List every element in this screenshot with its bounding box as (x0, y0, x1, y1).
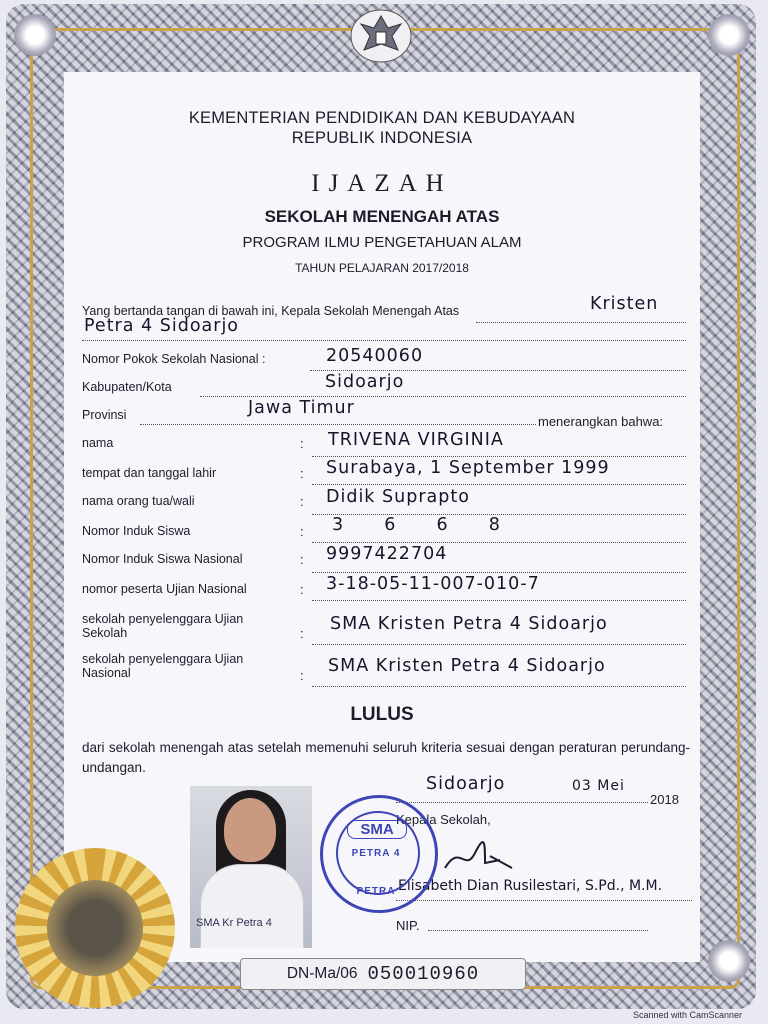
npsn-value: 20540060 (326, 346, 424, 366)
dotted-line (476, 322, 686, 323)
gold-seal-center (47, 880, 143, 976)
document-title: IJAZAH (311, 170, 453, 197)
stamp-sma-text: SMA (347, 820, 407, 839)
peserta-value: 3-18-05-11-007-010-7 (326, 574, 540, 594)
dotted-line (312, 572, 686, 573)
colon: : (300, 494, 304, 509)
stamp-petra-text: PETRA 4 (351, 848, 401, 859)
intro-value-1: Kristen (590, 294, 659, 314)
colon: : (300, 524, 304, 539)
dotted-line (312, 644, 686, 645)
ministry-line-1: KEMENTERIAN PENDIDIKAN DAN KEBUDAYAAN (188, 109, 576, 127)
signature-position: Kepala Sekolah, (396, 812, 491, 827)
dotted-line (82, 340, 686, 341)
dotted-line (396, 802, 648, 803)
menerangkan-text: menerangkan bahwa: (538, 414, 664, 429)
signature-year: 2018 (650, 792, 679, 807)
ujian-nasional-label-line1: sekolah penyelenggara Ujian (82, 652, 244, 666)
colon: : (300, 582, 304, 597)
nip-label: NIP. (396, 918, 420, 933)
colon: : (300, 436, 304, 451)
signature-name: Elisabeth Dian Rusilestari, S.Pd., M.M. (398, 878, 663, 894)
dotted-line (312, 542, 686, 543)
document-number-prefix: DN-Ma/06 (286, 965, 358, 982)
ujian-sekolah-label-line2: Sekolah (82, 626, 128, 640)
nisn-label: Nomor Induk Siswa Nasional (82, 552, 243, 566)
npsn-label: Nomor Pokok Sekolah Nasional : (82, 352, 266, 366)
academic-year: TAHUN PELAJARAN 2017/2018 (295, 261, 469, 275)
signature-place: Sidoarjo (426, 774, 506, 794)
colon: : (300, 552, 304, 567)
ujian-sekolah-value: SMA Kristen Petra 4 Sidoarjo (330, 614, 608, 634)
document-number-box (240, 958, 526, 990)
program-name: PROGRAM ILMU PENGETAHUAN ALAM (242, 234, 522, 251)
ministry-line-2: REPUBLIK INDONESIA (291, 129, 473, 147)
signature-scribble-icon (440, 838, 520, 878)
nama-value: TRIVENA VIRGINIA (328, 430, 504, 450)
ujian-nasional-label-line2: Nasional (82, 666, 131, 680)
ortu-value: Didik Suprapto (326, 487, 470, 507)
school-level: SEKOLAH MENENGAH ATAS (264, 207, 500, 226)
intro-value-2: Petra 4 Sidoarjo (84, 316, 240, 336)
provinsi-label: Provinsi (82, 408, 127, 422)
photo-caption: SMA Kr Petra 4 (196, 917, 272, 929)
ujian-sekolah-label (82, 612, 243, 640)
colon: : (300, 466, 304, 481)
ortu-label: nama orang tua/wali (82, 494, 195, 508)
nis-value: 3 6 6 8 (332, 515, 510, 535)
stamp-petra-bottom: PETRA (356, 886, 396, 897)
document-number: 050010960 (367, 963, 480, 985)
nisn-value: 9997422704 (326, 544, 448, 564)
garuda-emblem-icon (346, 6, 416, 66)
kabupaten-value: Sidoarjo (325, 372, 405, 392)
gold-seal-icon (15, 848, 175, 1008)
scanner-watermark: Scanned with CamScanner (633, 1010, 743, 1020)
corner-ornament (708, 14, 750, 56)
dotted-line (310, 370, 686, 371)
ujian-nasional-value: SMA Kristen Petra 4 Sidoarjo (328, 656, 606, 676)
dotted-line (428, 930, 648, 931)
colon: : (300, 626, 304, 641)
dotted-line (312, 686, 686, 687)
corner-ornament (708, 940, 750, 982)
result-status: LULUS (350, 704, 414, 725)
colon: : (300, 668, 304, 683)
dotted-line (200, 396, 686, 397)
intro-text: Yang bertanda tangan di bawah ini, Kepala Sekolah Menengah Atas (82, 304, 460, 318)
nis-label: Nomor Induk Siswa (82, 524, 191, 538)
dotted-line (140, 424, 536, 425)
corner-ornament (14, 14, 56, 56)
school-stamp (320, 795, 438, 913)
dotted-line (312, 456, 686, 457)
ujian-sekolah-label-line1: sekolah penyelenggara Ujian (82, 612, 244, 626)
ujian-nasional-label (82, 652, 243, 680)
photo-uniform (200, 864, 304, 948)
ministry-heading (64, 108, 700, 148)
nama-label: nama (82, 436, 114, 450)
ttl-value: Surabaya, 1 September 1999 (326, 458, 610, 478)
signature-date: 03 Mei (572, 778, 625, 794)
result-statement: dari sekolah menengah atas setelah memenuhi seluruh kriteria sesuai dengan peraturan perundang-undangan. (82, 740, 690, 775)
dotted-line (396, 900, 692, 901)
kabupaten-label: Kabupaten/Kota (82, 380, 172, 394)
peserta-label: nomor peserta Ujian Nasional (82, 582, 247, 596)
ttl-label: tempat dan tanggal lahir (82, 466, 217, 480)
dotted-line (312, 484, 686, 485)
dotted-line (312, 600, 686, 601)
photo-face (224, 798, 276, 862)
provinsi-value: Jawa Timur (248, 398, 355, 418)
